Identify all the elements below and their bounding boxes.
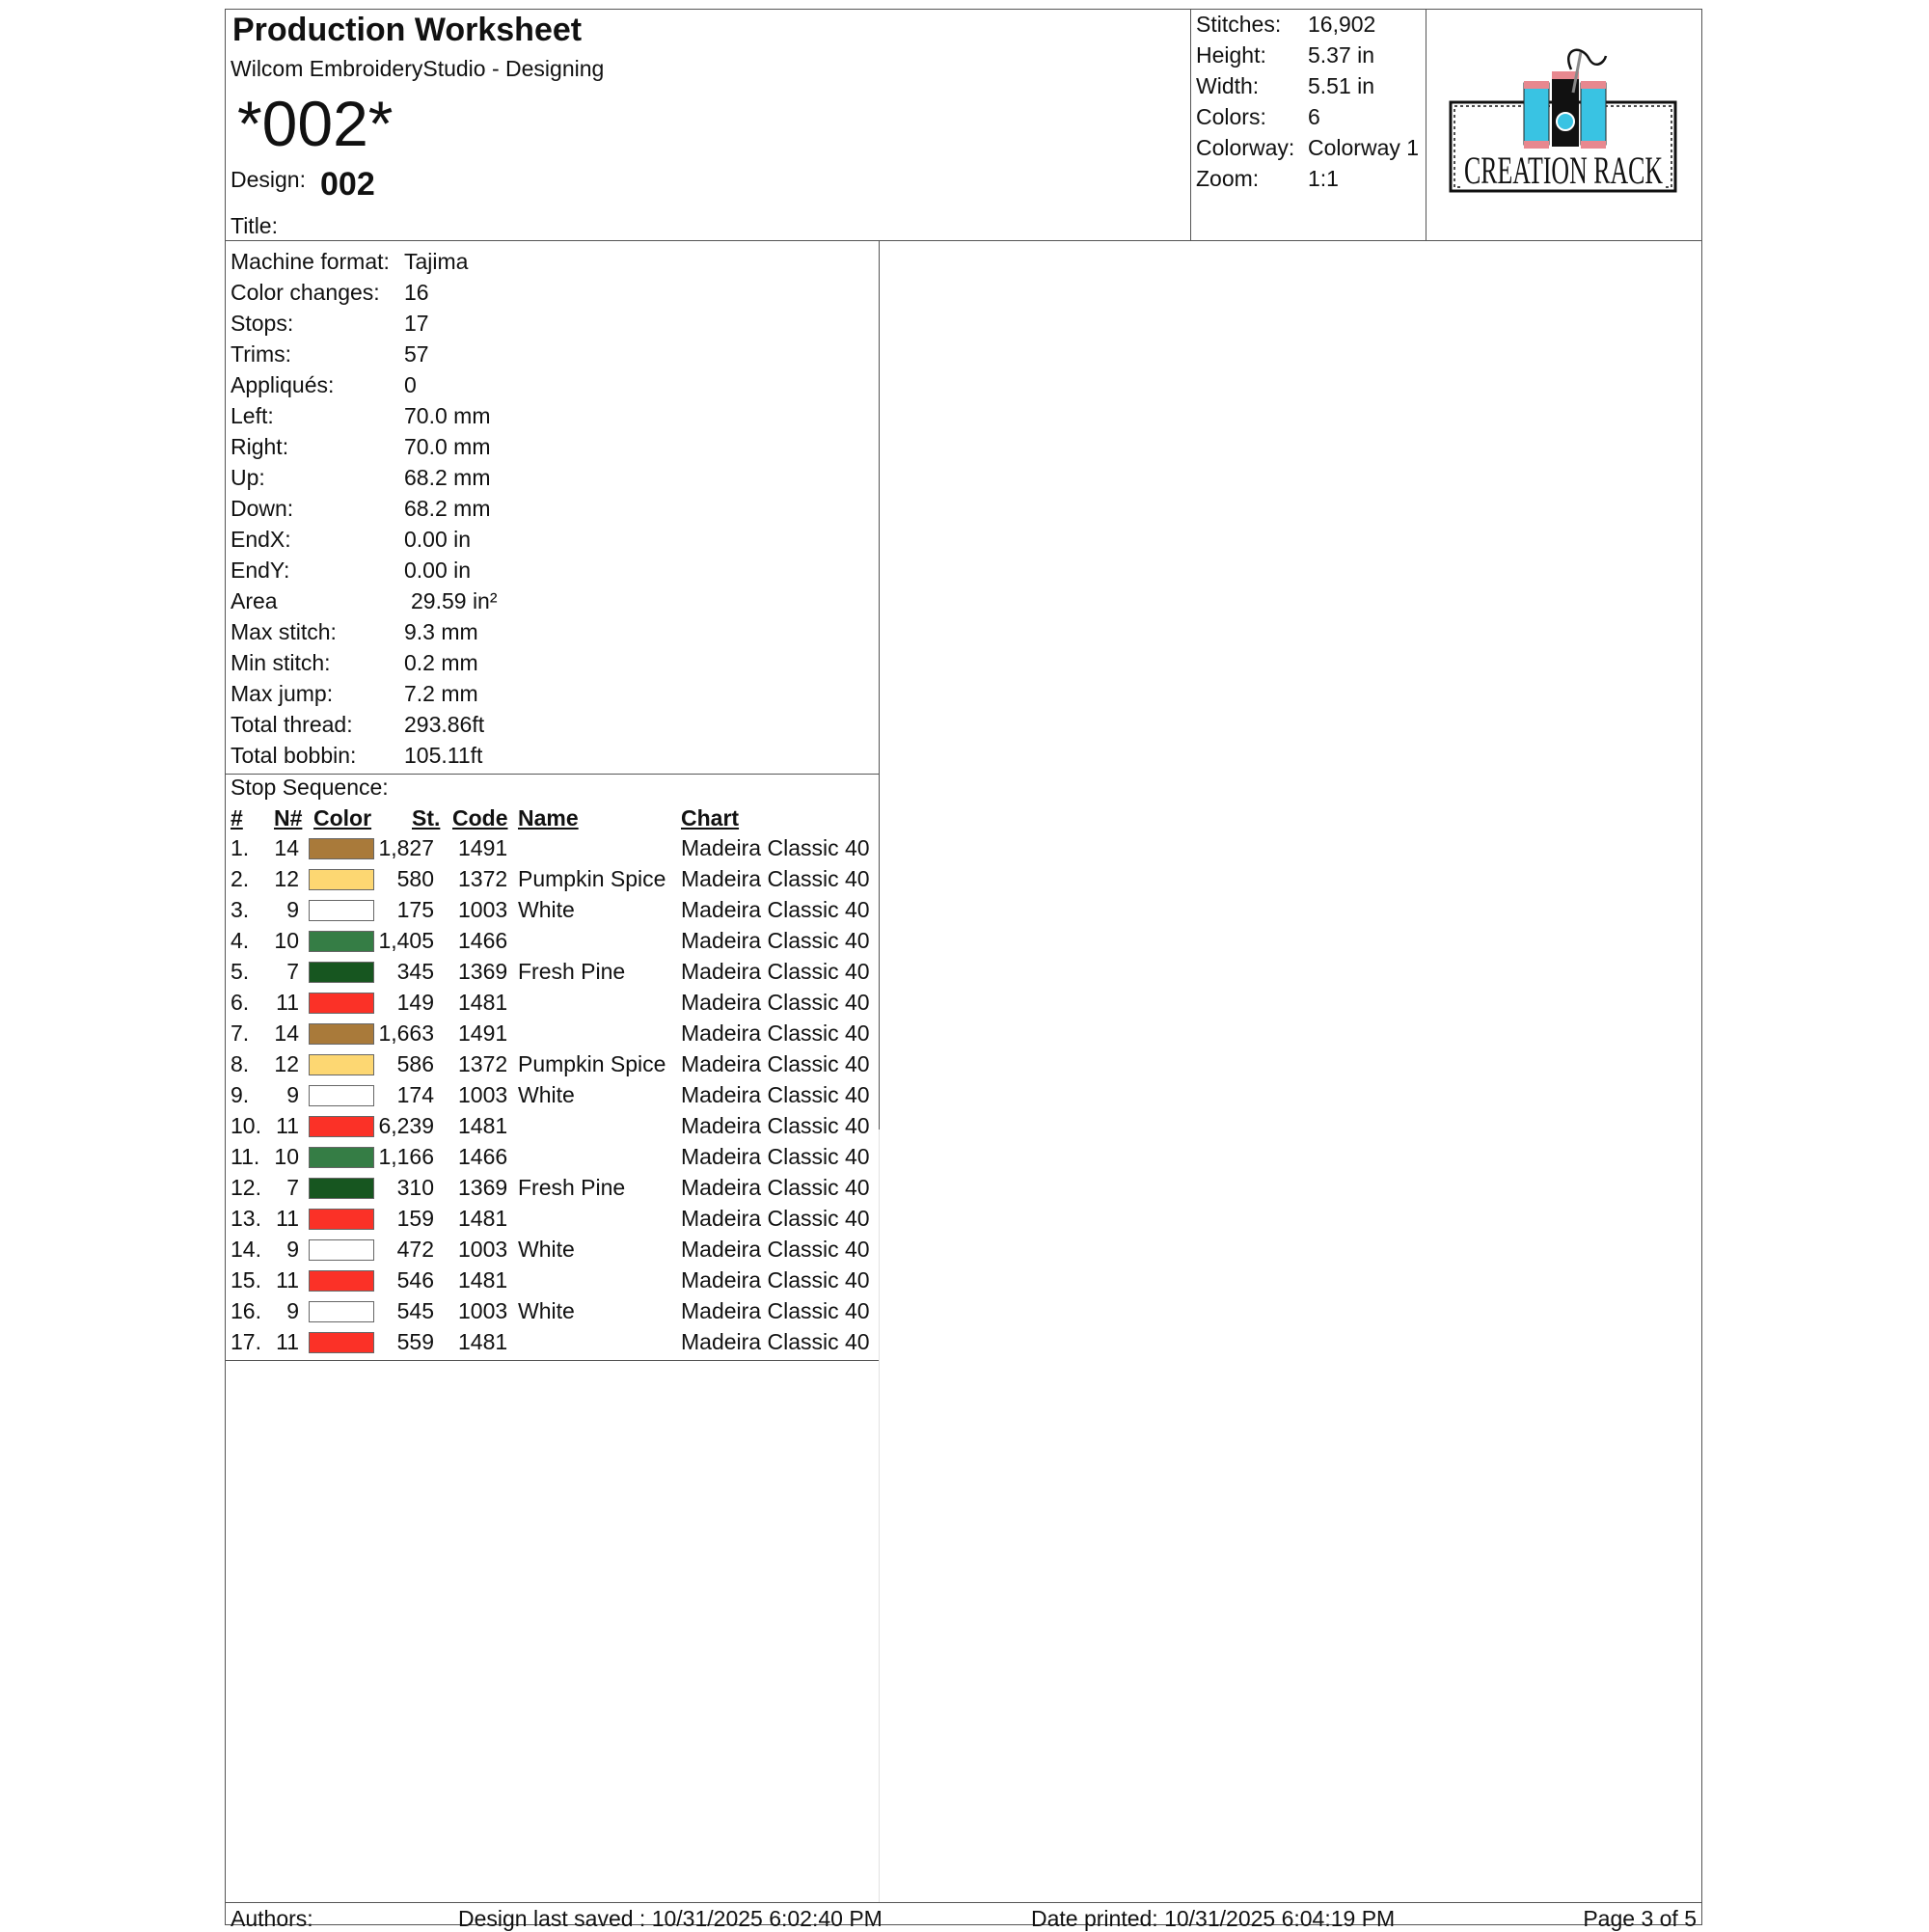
row-needle: 14 <box>274 1020 299 1046</box>
row-code: 1003 <box>458 897 508 922</box>
color-swatch <box>309 1178 374 1199</box>
color-swatch <box>309 838 374 859</box>
row-chart: Madeira Classic 40 <box>681 1175 870 1200</box>
info-label: Color changes: <box>231 280 380 305</box>
info-value: 29.59 in² <box>411 588 498 613</box>
row-stitches: 472 <box>396 1237 434 1262</box>
row-stitches: 175 <box>396 897 434 922</box>
color-swatch <box>309 1023 374 1045</box>
row-needle: 11 <box>276 1206 299 1231</box>
row-stitches: 174 <box>396 1082 434 1107</box>
row-code: 1372 <box>458 1051 508 1076</box>
row-index: 7. <box>231 1020 250 1046</box>
info-label: Right: <box>231 434 289 459</box>
row-chart: Madeira Classic 40 <box>681 835 870 860</box>
row-index: 11. <box>231 1144 260 1169</box>
row-stitches: 149 <box>396 990 434 1015</box>
row-code: 1466 <box>458 1144 508 1169</box>
row-needle: 12 <box>274 1051 299 1076</box>
table-row <box>226 1329 880 1360</box>
stat-value: 16,902 <box>1308 12 1376 37</box>
row-index: 2. <box>231 866 250 891</box>
row-needle: 7 <box>286 1175 299 1200</box>
info-label: Stops: <box>231 311 294 336</box>
row-chart: Madeira Classic 40 <box>681 1113 870 1138</box>
design-barcode-text: *002* <box>237 88 394 159</box>
row-index: 15. <box>231 1267 261 1293</box>
row-index: 9. <box>231 1082 250 1107</box>
info-value: 57 <box>404 341 429 367</box>
column-guide <box>879 1129 880 1903</box>
info-label: Min stitch: <box>231 650 331 675</box>
row-index: 4. <box>231 928 250 953</box>
color-swatch <box>309 1301 374 1322</box>
stat-value: Colorway 1 <box>1308 135 1420 160</box>
row-code: 1481 <box>458 1113 508 1138</box>
column-header-code: Code <box>452 805 508 830</box>
design-label: Design: <box>231 167 306 192</box>
row-needle: 14 <box>274 835 299 860</box>
page-title: Production Worksheet <box>232 12 583 48</box>
info-value: 0 <box>404 372 417 397</box>
row-needle: 10 <box>274 1144 299 1169</box>
section-divider <box>226 1360 880 1361</box>
machine-info-panel <box>226 241 880 1360</box>
row-needle: 11 <box>276 1267 299 1293</box>
row-stitches: 310 <box>396 1175 434 1200</box>
design-stats-box <box>1190 10 1426 240</box>
row-index: 10. <box>231 1113 261 1138</box>
stat-value: 6 <box>1308 104 1320 129</box>
info-label: Left: <box>231 403 274 428</box>
row-index: 12. <box>231 1175 261 1200</box>
row-index: 6. <box>231 990 250 1015</box>
row-needle: 11 <box>276 1113 299 1138</box>
info-value: 17 <box>404 311 429 336</box>
row-code: 1481 <box>458 1329 508 1354</box>
column-header-needle: N# <box>274 805 303 830</box>
header-section <box>226 10 1701 241</box>
color-swatch <box>309 1239 374 1261</box>
row-index: 16. <box>231 1298 261 1323</box>
info-label: Machine format: <box>231 249 390 274</box>
thread-spools-logo-icon <box>1426 10 1702 240</box>
column-header-stitches: St. <box>412 805 441 830</box>
stat-value: 5.37 in <box>1308 42 1375 68</box>
row-stitches: 345 <box>396 959 434 984</box>
design-value: 002 <box>320 166 375 203</box>
footer-date-printed: Date printed: 10/31/2025 6:04:19 PM <box>1031 1906 1396 1931</box>
row-stitches: 1,405 <box>378 928 434 953</box>
info-value: 68.2 mm <box>404 496 491 521</box>
row-chart: Madeira Classic 40 <box>681 1082 870 1107</box>
info-value: 293.86ft <box>404 712 485 737</box>
table-row <box>226 959 880 990</box>
row-stitches: 546 <box>396 1267 434 1293</box>
title-label: Title: <box>231 213 278 238</box>
color-swatch <box>309 1147 374 1168</box>
color-swatch <box>309 1270 374 1292</box>
info-label: Trims: <box>231 341 292 367</box>
row-needle: 9 <box>286 1237 299 1262</box>
row-name: White <box>518 1298 575 1323</box>
row-code: 1466 <box>458 928 508 953</box>
info-value: 70.0 mm <box>404 434 491 459</box>
row-stitches: 1,663 <box>378 1020 434 1046</box>
software-name: Wilcom EmbroideryStudio - Designing <box>231 56 605 81</box>
row-stitches: 1,827 <box>378 835 434 860</box>
footer-authors: Authors: <box>231 1906 313 1931</box>
row-needle: 11 <box>276 990 299 1015</box>
info-label: Max jump: <box>231 681 334 706</box>
row-code: 1372 <box>458 866 508 891</box>
table-row <box>226 1113 880 1144</box>
row-code: 1481 <box>458 990 508 1015</box>
row-stitches: 159 <box>396 1206 434 1231</box>
color-swatch <box>309 1054 374 1075</box>
color-swatch <box>309 962 374 983</box>
row-stitches: 559 <box>396 1329 434 1354</box>
info-value: 16 <box>404 280 429 305</box>
info-value: 0.2 mm <box>404 650 478 675</box>
row-chart: Madeira Classic 40 <box>681 928 870 953</box>
row-stitches: 580 <box>396 866 434 891</box>
stat-value: 1:1 <box>1308 166 1339 191</box>
row-chart: Madeira Classic 40 <box>681 897 870 922</box>
row-stitches: 586 <box>396 1051 434 1076</box>
row-name: White <box>518 897 575 922</box>
info-label: Area <box>231 588 278 613</box>
row-needle: 11 <box>276 1329 299 1354</box>
creation-rack-logo <box>1426 10 1702 240</box>
row-chart: Madeira Classic 40 <box>681 959 870 984</box>
row-index: 8. <box>231 1051 250 1076</box>
row-needle: 10 <box>274 928 299 953</box>
row-chart: Madeira Classic 40 <box>681 1237 870 1262</box>
row-needle: 12 <box>274 866 299 891</box>
row-stitches: 545 <box>396 1298 434 1323</box>
table-row <box>226 835 880 866</box>
table-row <box>226 1237 880 1267</box>
row-chart: Madeira Classic 40 <box>681 1298 870 1323</box>
row-index: 3. <box>231 897 250 922</box>
table-row <box>226 866 880 897</box>
row-name: Fresh Pine <box>518 1175 626 1200</box>
row-name: Pumpkin Spice <box>518 866 666 891</box>
column-header-name: Name <box>518 805 579 830</box>
color-swatch <box>309 869 374 890</box>
row-name: Pumpkin Spice <box>518 1051 666 1076</box>
color-swatch <box>309 1085 374 1106</box>
info-label: Max stitch: <box>231 619 337 644</box>
footer-page-number: Page 3 of 5 <box>1583 1906 1697 1931</box>
logo-text: CREATION RACK <box>1464 149 1664 192</box>
color-swatch <box>309 993 374 1014</box>
color-swatch <box>309 1332 374 1353</box>
row-code: 1481 <box>458 1267 508 1293</box>
info-value: 9.3 mm <box>404 619 478 644</box>
footer-last-saved: Design last saved : 10/31/2025 6:02:40 PM <box>458 1906 883 1931</box>
worksheet-page <box>225 9 1702 1931</box>
row-chart: Madeira Classic 40 <box>681 1144 870 1169</box>
table-row <box>226 1051 880 1082</box>
row-name: White <box>518 1237 575 1262</box>
row-code: 1003 <box>458 1237 508 1262</box>
stat-label: Stitches: <box>1196 12 1282 37</box>
color-swatch <box>309 900 374 921</box>
info-value: 105.11ft <box>404 743 483 768</box>
row-name: White <box>518 1082 575 1107</box>
row-index: 1. <box>231 835 250 860</box>
info-value: 70.0 mm <box>404 403 491 428</box>
row-index: 14. <box>231 1237 261 1262</box>
row-code: 1369 <box>458 959 508 984</box>
table-row <box>226 1206 880 1237</box>
row-code: 1369 <box>458 1175 508 1200</box>
row-chart: Madeira Classic 40 <box>681 1206 870 1231</box>
info-label: Total thread: <box>231 712 353 737</box>
info-label: EndX: <box>231 527 291 552</box>
table-row <box>226 897 880 928</box>
row-code: 1003 <box>458 1298 508 1323</box>
column-header-index: # <box>231 805 243 830</box>
table-row <box>226 1298 880 1329</box>
table-row <box>226 1175 880 1206</box>
row-chart: Madeira Classic 40 <box>681 1329 870 1354</box>
column-header-color: Color <box>313 805 372 830</box>
info-label: Appliqués: <box>231 372 335 397</box>
row-chart: Madeira Classic 40 <box>681 1267 870 1293</box>
row-needle: 7 <box>286 959 299 984</box>
table-row <box>226 1082 880 1113</box>
stop-sequence-label: Stop Sequence: <box>231 775 389 800</box>
footer-divider <box>226 1902 1701 1903</box>
stat-label: Colors: <box>1196 104 1266 129</box>
info-value: 68.2 mm <box>404 465 491 490</box>
row-chart: Madeira Classic 40 <box>681 866 870 891</box>
row-stitches: 1,166 <box>378 1144 434 1169</box>
table-row <box>226 990 880 1020</box>
color-swatch <box>309 1209 374 1230</box>
row-index: 13. <box>231 1206 261 1231</box>
color-swatch <box>309 931 374 952</box>
row-needle: 9 <box>286 897 299 922</box>
info-value: 0.00 in <box>404 527 472 552</box>
row-name: Fresh Pine <box>518 959 626 984</box>
row-index: 17. <box>231 1329 261 1354</box>
table-row <box>226 1144 880 1175</box>
stat-label: Zoom: <box>1196 166 1260 191</box>
table-row <box>226 1020 880 1051</box>
info-label: EndY: <box>231 558 290 583</box>
info-value: 0.00 in <box>404 558 472 583</box>
stat-value: 5.51 in <box>1308 73 1375 98</box>
table-row <box>226 1267 880 1298</box>
stat-label: Width: <box>1196 73 1260 98</box>
info-label: Up: <box>231 465 265 490</box>
row-code: 1491 <box>458 1020 508 1046</box>
row-needle: 9 <box>286 1082 299 1107</box>
row-code: 1491 <box>458 835 508 860</box>
stat-label: Colorway: <box>1196 135 1295 160</box>
row-code: 1481 <box>458 1206 508 1231</box>
row-stitches: 6,239 <box>378 1113 434 1138</box>
info-value: 7.2 mm <box>404 681 478 706</box>
row-needle: 9 <box>286 1298 299 1323</box>
row-chart: Madeira Classic 40 <box>681 1020 870 1046</box>
info-label: Total bobbin: <box>231 743 357 768</box>
row-chart: Madeira Classic 40 <box>681 1051 870 1076</box>
stat-label: Height: <box>1196 42 1266 68</box>
row-code: 1003 <box>458 1082 508 1107</box>
info-label: Down: <box>231 496 294 521</box>
color-swatch <box>309 1116 374 1137</box>
row-index: 5. <box>231 959 250 984</box>
row-chart: Madeira Classic 40 <box>681 990 870 1015</box>
column-header-chart: Chart <box>681 805 740 830</box>
table-row <box>226 928 880 959</box>
info-value: Tajima <box>404 249 469 274</box>
